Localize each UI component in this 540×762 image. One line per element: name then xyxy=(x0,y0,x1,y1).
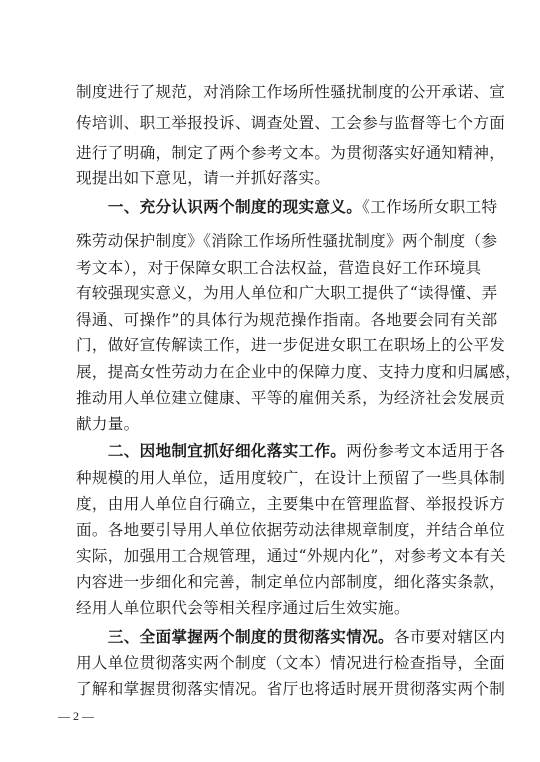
text-run: 用人单位贯彻落实两个制度（文本）情况进行检查指导，全面 xyxy=(76,654,506,672)
text-line xyxy=(76,362,522,382)
text-line xyxy=(76,335,506,355)
text-line xyxy=(76,468,506,488)
text-run: 实际，加强用工合规管理，通过“外规内化”，对参考文本有关 xyxy=(76,547,506,565)
text-line xyxy=(76,598,466,618)
text-run: 度，由用人单位自行确立，主要集中在管理监督、举报投诉方 xyxy=(76,495,506,513)
text-line xyxy=(76,679,506,699)
text-run: 内容进一步细化和完善，制定单位内部制度，细化落实条款， xyxy=(76,573,506,591)
text-run: 献力量。 xyxy=(76,415,140,433)
text-run: 两份参考文本适用于各 xyxy=(346,442,506,460)
text-line xyxy=(76,231,498,251)
text-run: 种规模的用人单位，适用度较广，在设计上预留了一些具体制 xyxy=(76,469,506,487)
text-line xyxy=(76,168,466,188)
text-line xyxy=(76,441,506,461)
text-line xyxy=(76,258,482,278)
text-line xyxy=(76,653,506,673)
text-line xyxy=(76,143,506,163)
page-number: — 2 — xyxy=(58,709,94,723)
text-line xyxy=(76,283,498,303)
text-run: 传培训、职工举报投诉、调查处置、工会参与监督等七个方面 xyxy=(76,114,506,132)
text-line xyxy=(76,310,498,330)
text-run: 考文本），对于保障女职工合法权益，营造良好工作环境具 xyxy=(76,259,482,277)
text-run: 制度进行了规范，对消除工作场所性骚扰制度的公开承诺、宣 xyxy=(76,83,506,101)
text-line xyxy=(76,546,506,566)
section-heading: 二、因地制宜抓好细化落实工作。 xyxy=(107,442,347,460)
text-run: 经用人单位职代会等相关程序通过后生效实施。 xyxy=(76,599,410,617)
text-run: 得通、可操作”的具体行为规范操作指南。各地要会同有关部 xyxy=(76,311,498,329)
text-run: 各市要对辖区内 xyxy=(393,628,506,646)
text-line xyxy=(76,627,506,647)
text-line xyxy=(76,82,506,102)
text-line xyxy=(76,520,506,540)
text-run xyxy=(76,628,108,646)
text-run: 展，提高女性劳动力在企业中的保障力度、支持力度和归属感， xyxy=(76,363,522,381)
text-line xyxy=(76,414,466,434)
text-run: 进行了明确，制定了两个参考文本。为贯彻落实好通知精神， xyxy=(76,144,506,162)
text-run xyxy=(76,198,108,216)
text-line xyxy=(76,197,498,217)
text-line xyxy=(76,572,506,592)
text-run: 殊劳动保护制度》《消除工作场所性骚扰制度》两个制度（参 xyxy=(76,232,498,250)
text-run: 有较强现实意义，为用人单位和广大职工提供了“读得懂、弄 xyxy=(76,284,498,302)
text-run: 现提出如下意见，请一并抓好落实。 xyxy=(76,169,331,187)
text-run xyxy=(76,442,108,460)
text-run: 面。各地要引导用人单位依据劳动法律规章制度，并结合单位 xyxy=(76,521,506,539)
text-line xyxy=(76,494,506,514)
text-line xyxy=(76,388,506,408)
text-run: 推动用人单位建立健康、平等的雇佣关系，为经济社会发展贡 xyxy=(76,389,506,407)
text-run: 了解和掌握贯彻落实情况。省厅也将适时展开贯彻落实两个制 xyxy=(76,680,506,698)
section-heading: 三、全面掌握两个制度的贯彻落实情况。 xyxy=(107,628,394,646)
text-line xyxy=(76,113,506,133)
text-run: 门，做好宣传解读工作，进一步促进女职工在职场上的公平发 xyxy=(76,336,506,354)
text-run: 《工作场所女职工特 xyxy=(362,198,498,216)
section-heading: 一、充分认识两个制度的现实意义。 xyxy=(107,198,363,216)
